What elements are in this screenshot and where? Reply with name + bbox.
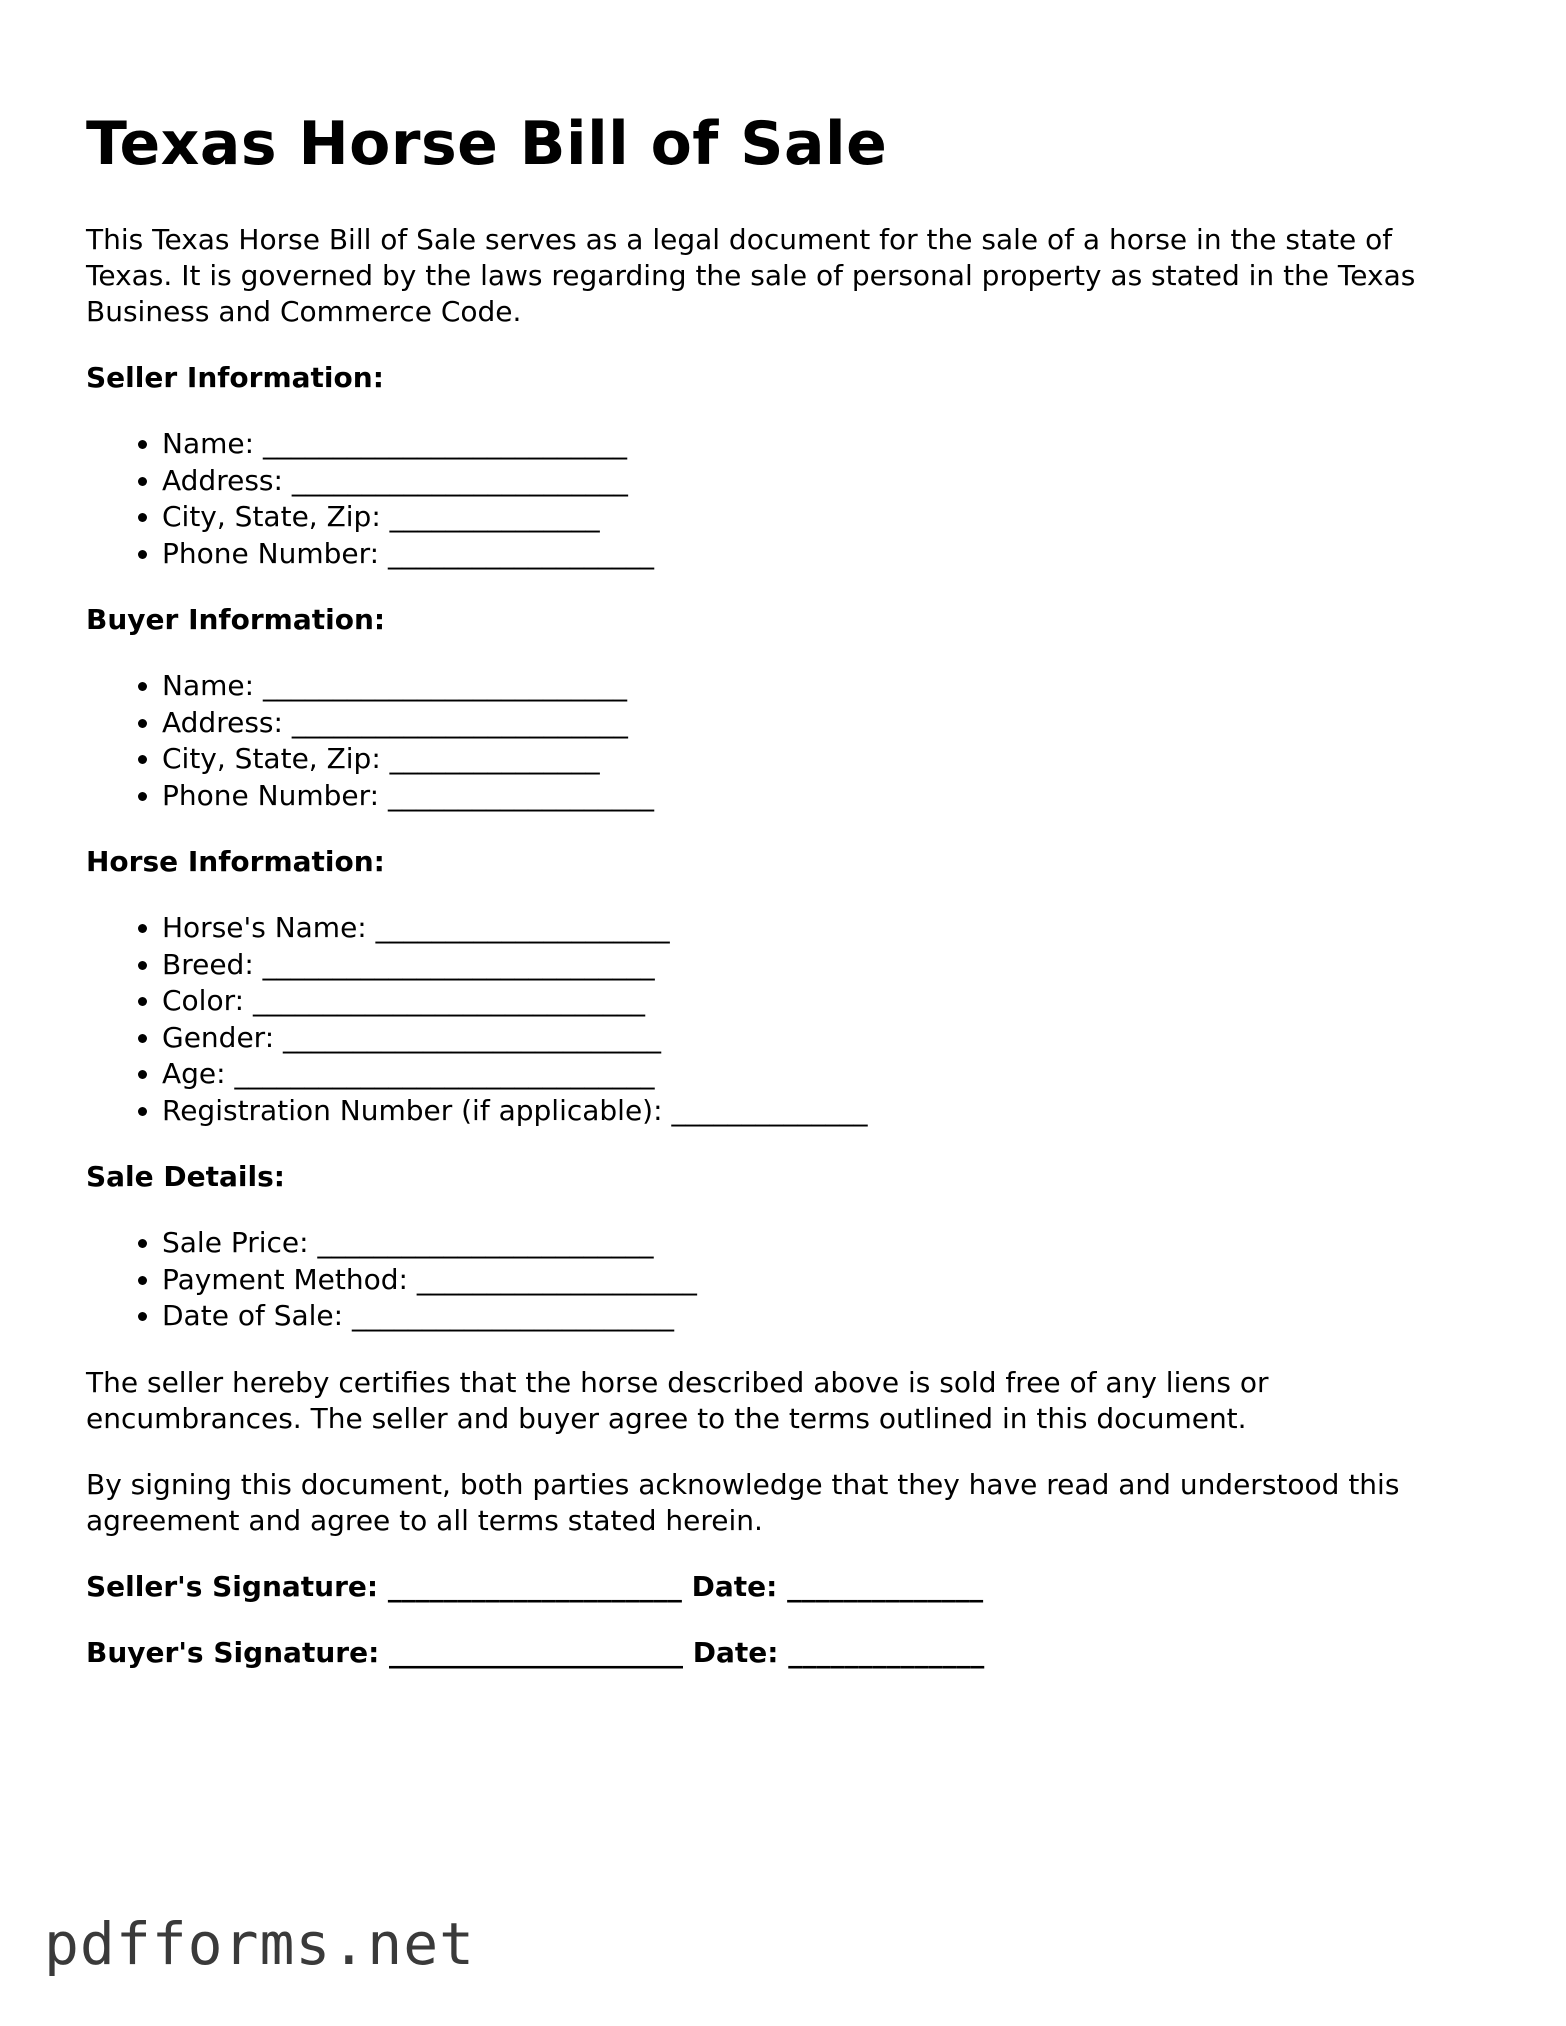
buyer-address-field[interactable]: • Address: ________________________ — [162, 705, 1486, 742]
payment-method-field[interactable]: • Payment Method: ____________________ — [162, 1262, 1486, 1299]
watermark-logo: pdfforms.net — [44, 1910, 476, 1978]
certification-paragraph: The seller hereby certifies that the horse described above is sold free of any liens or encumbrances. The seller and buyer agree to the terms outlined in this document. — [86, 1365, 1269, 1435]
date-of-sale-field[interactable]: • Date of Sale: _______________________ — [162, 1298, 1486, 1335]
seller-section-heading: Seller Information: — [86, 361, 384, 394]
buyer-section-heading: Buyer Information: — [86, 603, 386, 636]
seller-signature-field[interactable]: _____________________ — [387, 1569, 682, 1603]
document-page — [86, 100, 1486, 1671]
seller-name-field[interactable]: • Name: __________________________ — [162, 426, 1486, 463]
horse-registration-field[interactable]: • Registration Number (if applicable): ______________ — [162, 1093, 1486, 1130]
buyer-name-field[interactable]: • Name: __________________________ — [162, 668, 1486, 705]
seller-signature-label: Seller's Signature: — [86, 1569, 388, 1603]
buyer-signature-field[interactable]: _____________________ — [389, 1635, 684, 1669]
seller-city-state-zip-field[interactable]: • City, State, Zip: _______________ — [162, 499, 1486, 536]
seller-info-list — [86, 426, 1486, 572]
seller-date-field[interactable]: ______________ — [787, 1569, 984, 1603]
buyer-phone-field[interactable]: • Phone Number: ___________________ — [162, 778, 1486, 815]
horse-gender-field[interactable]: • Gender: ___________________________ — [162, 1020, 1486, 1057]
sale-price-field[interactable]: • Sale Price: ________________________ — [162, 1225, 1486, 1262]
intro-paragraph: This Texas Horse Bill of Sale serves as a legal document for the sale of a horse in the state of Texas. It is governed by the laws regarding the sale of personal property as stated in the Texas Business and Commerce Code. — [86, 223, 1416, 328]
horse-name-field[interactable]: • Horse's Name: _____________________ — [162, 910, 1486, 947]
horse-breed-field[interactable]: • Breed: ____________________________ — [162, 947, 1486, 984]
buyer-date-label: Date: — [683, 1635, 789, 1669]
horse-age-field[interactable]: • Age: ______________________________ — [162, 1056, 1486, 1093]
seller-phone-field[interactable]: • Phone Number: ___________________ — [162, 536, 1486, 573]
seller-signature-row — [86, 1569, 1486, 1605]
acknowledgment-paragraph: By signing this document, both parties acknowledge that they have read and understood this agreement and agree to all terms stated herein. — [86, 1467, 1400, 1537]
sale-details-list — [86, 1225, 1486, 1335]
buyer-info-list — [86, 668, 1486, 814]
seller-address-field[interactable]: • Address: ________________________ — [162, 463, 1486, 500]
buyer-city-state-zip-field[interactable]: • City, State, Zip: _______________ — [162, 741, 1486, 778]
sale-section-heading: Sale Details: — [86, 1160, 285, 1193]
horse-info-list — [86, 910, 1486, 1129]
buyer-date-field[interactable]: ______________ — [788, 1635, 985, 1669]
horse-color-field[interactable]: • Color: ____________________________ — [162, 983, 1486, 1020]
buyer-signature-label: Buyer's Signature: — [86, 1635, 390, 1669]
document-title: Texas Horse Bill of Sale — [86, 109, 888, 179]
seller-date-label: Date: — [681, 1569, 788, 1603]
buyer-signature-row — [86, 1635, 1486, 1671]
horse-section-heading: Horse Information: — [86, 845, 385, 878]
